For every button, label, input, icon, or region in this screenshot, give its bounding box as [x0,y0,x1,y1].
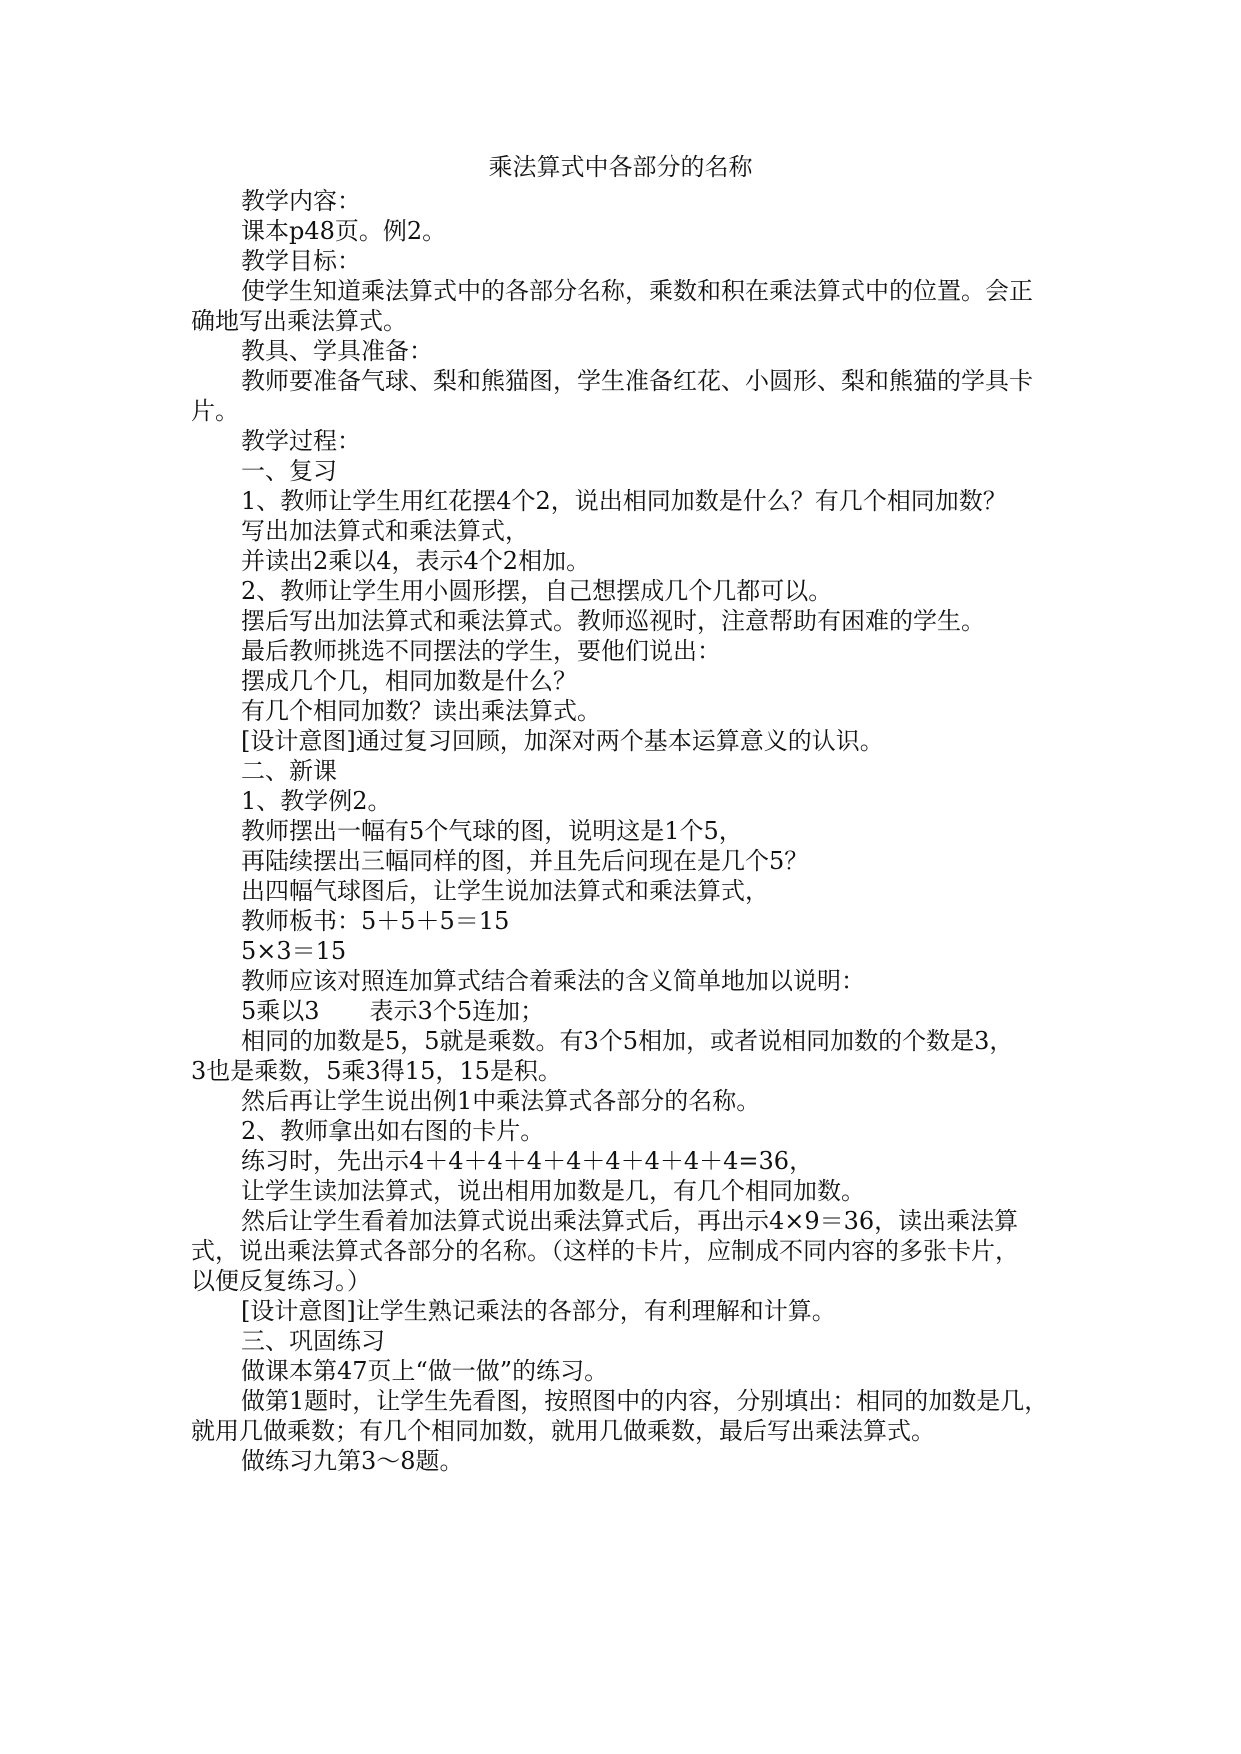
text-line-content: 片。 [191,397,239,425]
text-line [191,246,1057,276]
text-line [191,1416,1057,1446]
text-line-content: 一、复习 [241,457,337,485]
text-line [191,1326,1057,1356]
text-line-content: 课本p48页。例2。 [241,217,447,245]
text-line-content: 相同的加数是5，5就是乘数。有3个5相加，或者说相同加数的个数是3， [241,1027,1014,1055]
text-line-content: 以便反复练习。） [191,1267,371,1295]
text-line-content: [设计意图]让学生熟记乘法的各部分，有利理解和计算。 [241,1297,836,1325]
text-line [191,1086,1057,1116]
text-line-content: 就用几做乘数；有几个相同加数，就用几做乘数，最后写出乘法算式。 [191,1417,935,1445]
text-line-content: 3也是乘数，5乘3得15，15是积。 [191,1057,562,1085]
text-line-content: 教学内容： [241,187,361,215]
text-line-content: 三、巩固练习 [241,1327,385,1355]
text-line [191,516,1057,546]
text-line-content: 并读出2乘以4，表示4个2相加。 [241,547,591,575]
text-line [191,1176,1057,1206]
text-line-content: 教学过程： [241,427,361,455]
text-line [191,1026,1057,1056]
text-line-content: 做课本第47页上“做一做”的练习。 [241,1357,609,1385]
text-line-content: 确地写出乘法算式。 [191,307,407,335]
text-line-content: 教师要准备气球、梨和熊猫图，学生准备红花、小圆形、梨和熊猫的学具卡 [241,367,1033,395]
text-line [191,726,1057,756]
text-line [191,1356,1057,1386]
text-line [191,456,1057,486]
text-line-content: 5乘以3 [241,997,320,1025]
text-line [191,1386,1057,1416]
text-line-content: 二、新课 [241,757,337,785]
text-line [191,786,1057,816]
text-line [191,966,1057,996]
text-line [191,936,1057,966]
text-line [191,1446,1057,1476]
text-line [191,696,1057,726]
text-line [191,606,1057,636]
text-line [191,186,1057,216]
text-line-content: 1、教师让学生用红花摆4个2，说出相同加数是什么？有几个相同加数？ [241,487,1007,515]
text-line-content: 教师板书：5＋5＋5＝15 [241,907,510,935]
text-line [191,396,1057,426]
text-line-content: 练习时，先出示4＋4＋4＋4＋4＋4＋4＋4＋4=36， [241,1147,814,1175]
text-line-content: 教师摆出一幅有5个气球的图，说明这是1个5， [241,817,743,845]
text-line-content: [设计意图]通过复习回顾，加深对两个基本运算意义的认识。 [241,727,884,755]
text-line-content: 2、教师让学生用小圆形摆，自己想摆成几个几都可以。 [241,577,833,605]
text-line [191,216,1057,246]
text-line [191,756,1057,786]
text-line-content: 出四幅气球图后，让学生说加法算式和乘法算式， [241,877,769,905]
text-line-content: 有几个相同加数？读出乘法算式。 [241,697,601,725]
text-line-content: 5×3＝15 [241,937,347,965]
text-line [191,906,1057,936]
text-line-content: 然后让学生看着加法算式说出乘法算式后，再出示4×9＝36，读出乘法算 [241,1207,1019,1235]
text-line-content: 再陆续摆出三幅同样的图，并且先后问现在是几个5？ [241,847,809,875]
text-line [191,1296,1057,1326]
text-line-tail: 表示3个5连加； [369,997,545,1025]
page-title: 乘法算式中各部分的名称 [488,153,753,181]
text-line-content: 2、教师拿出如右图的卡片。 [241,1117,545,1145]
text-line-content: 式，说出乘法算式各部分的名称。（这样的卡片，应制成不同内容的多张卡片， [191,1237,1019,1265]
text-line-content: 然后再让学生说出例1中乘法算式各部分的名称。 [241,1087,761,1115]
text-line [191,426,1057,456]
text-line [191,636,1057,666]
text-line [191,1056,1057,1086]
text-line-content: 做练习九第3～8题。 [241,1447,464,1475]
text-line-content: 教学目标： [241,247,361,275]
text-line [191,486,1057,516]
text-line-content: 摆后写出加法算式和乘法算式。教师巡视时，注意帮助有困难的学生。 [241,607,985,635]
text-line-content: 1、教学例2。 [241,787,392,815]
text-line-content: 写出加法算式和乘法算式， [241,517,529,545]
text-line [191,276,1057,306]
text-line-content: 让学生读加法算式，说出相用加数是几，有几个相同加数。 [241,1177,865,1205]
text-line [191,996,1057,1026]
text-line [191,1266,1057,1296]
text-line-content: 摆成几个几，相同加数是什么？ [241,667,577,695]
text-line-content: 做第1题时，让学生先看图，按照图中的内容，分别填出：相同的加数是几， [241,1387,1049,1415]
text-line [191,1146,1057,1176]
text-line [191,846,1057,876]
text-line [191,1206,1057,1236]
text-line [191,1116,1057,1146]
text-line [191,306,1057,336]
text-line [191,876,1057,906]
text-line [191,666,1057,696]
text-line [191,576,1057,606]
text-line [191,366,1057,396]
text-line-content: 教师应该对照连加算式结合着乘法的含义简单地加以说明： [241,967,865,995]
text-line-content: 使学生知道乘法算式中的各部分名称，乘数和积在乘法算式中的位置。会正 [241,277,1033,305]
text-line [191,336,1057,366]
text-line [191,546,1057,576]
document-body [191,186,1057,1476]
text-line-content: 最后教师挑选不同摆法的学生，要他们说出： [241,637,721,665]
text-line-content: 教具、学具准备： [241,337,433,365]
text-line [191,1236,1057,1266]
text-line [191,816,1057,846]
